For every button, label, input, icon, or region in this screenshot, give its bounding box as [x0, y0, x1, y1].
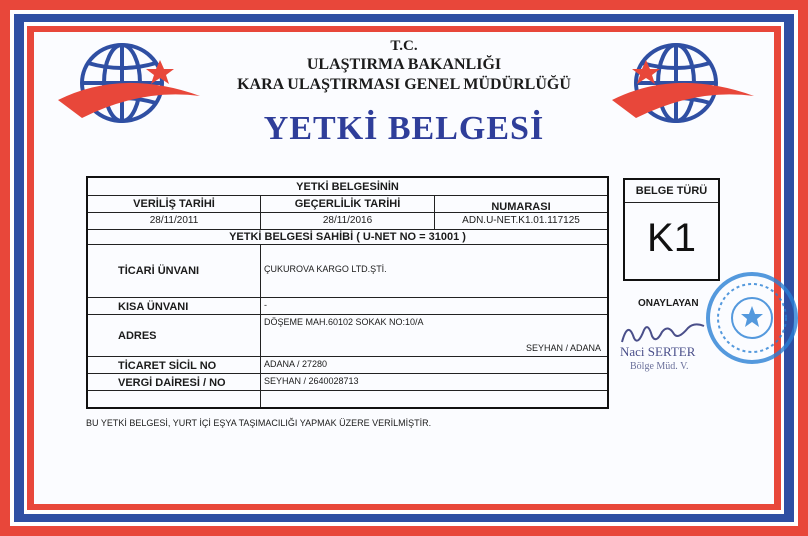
- certificate-table: [86, 176, 609, 409]
- certificate-number: ADN.U-NET.K1.01.117125: [462, 215, 580, 226]
- address-value: DÖŞEME MAH.60102 SOKAK NO:10/A: [264, 317, 424, 327]
- header-ministry: ULAŞTIRMA BAKANLIĞI: [306, 56, 502, 73]
- trade-registry-label: TİCARET SİCİL NO: [118, 360, 217, 372]
- number-header: NUMARASI: [491, 201, 551, 213]
- tax-office-label: VERGİ DAİRESİ / NO: [118, 377, 226, 389]
- header-country: T.C.: [390, 38, 418, 54]
- official-stamp-icon: [702, 268, 802, 368]
- valid-date: 28/11/2016: [322, 215, 373, 226]
- approver-label: ONAYLAYAN: [638, 298, 699, 309]
- issue-date: 28/11/2011: [149, 215, 199, 226]
- owner-title: YETKİ BELGESİ SAHİBİ ( U-NET NO = 31001 ): [229, 231, 466, 243]
- trade-registry-value: ADANA / 27280: [264, 359, 328, 369]
- header-directorate: KARA ULAŞTIRMASI GENEL MÜDÜRLÜĞÜ: [237, 76, 571, 93]
- address-label: ADRES: [118, 330, 157, 342]
- section-title: YETKİ BELGESİNİN: [296, 181, 399, 193]
- trade-name-value: ÇUKUROVA KARGO LTD.ŞTİ.: [264, 264, 387, 274]
- footnote-text: BU YETKİ BELGESİ, YURT İÇİ EŞYA TAŞIMACILIĞI YAPMAK ÜZERE VERİLMİŞTİR.: [86, 418, 432, 428]
- document-title: YETKİ BELGESİ: [263, 110, 545, 147]
- signer-name: Naci SERTER: [620, 344, 696, 359]
- trade-name-label: TİCARİ ÜNVANI: [118, 265, 200, 277]
- issue-date-header: VERİLİŞ TARİHİ: [133, 198, 215, 210]
- short-name-label: KISA ÜNVANI: [118, 301, 189, 313]
- ministry-logo-right-icon: [606, 38, 756, 128]
- document-type-label: BELGE TÜRÜ: [635, 185, 708, 197]
- document-type-box: [623, 178, 720, 281]
- tax-office-value: SEYHAN / 2640028713: [264, 376, 359, 386]
- document-type-code: K1: [647, 216, 696, 260]
- valid-date-header: GEÇERLİLİK TARİHİ: [294, 198, 401, 210]
- short-name-value: -: [264, 300, 267, 310]
- address-district: SEYHAN / ADANA: [525, 343, 601, 353]
- signer-title: Bölge Müd. V.: [630, 361, 689, 372]
